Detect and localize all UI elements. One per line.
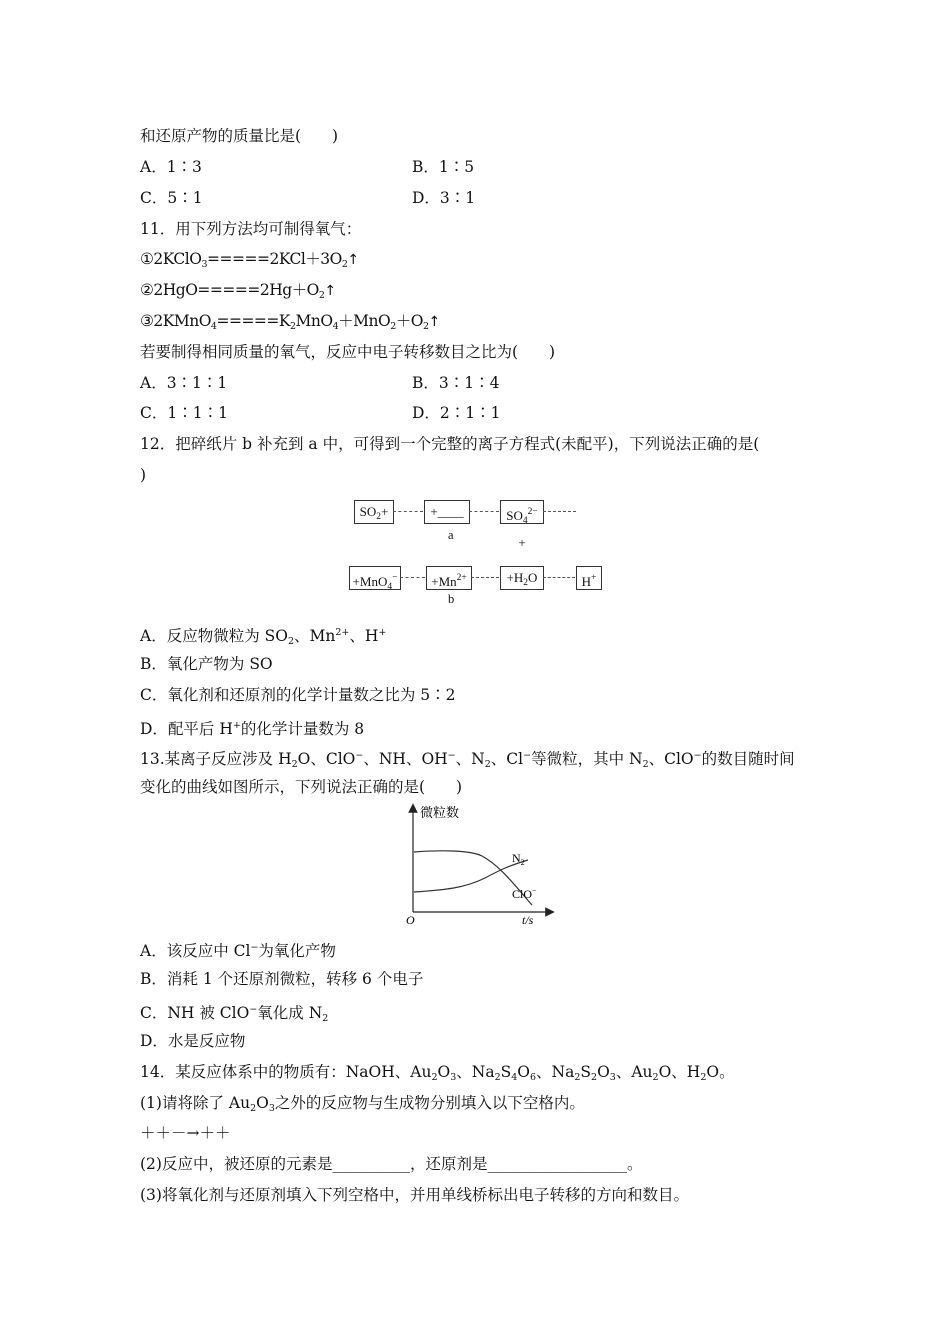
- q10-option-c: C．5∶1: [140, 189, 203, 207]
- q10-option-b: B．1∶5: [412, 158, 475, 176]
- q12-stem: 12．把碎纸片 b 补充到 a 中，可得到一个完整的离子方程式(未配平)，下列说法正确的是(: [140, 435, 760, 453]
- q10-stem-continuation: 和还原产物的质量比是( ): [140, 127, 339, 145]
- q12-option-a: A．反应物微粒为 $SO_2$、$Mn^{2+}$、H+: [140, 627, 387, 647]
- q14-part-3: (3)将氧化剂与还原剂填入下列空格中，并用单线桥标出电子转移的方向和数目。: [140, 1186, 689, 1204]
- strip-b-box-1: +MnO$_4$−: [349, 566, 401, 590]
- q13-option-d: D．水是反应物: [140, 1032, 246, 1050]
- up-arrow-icon: ↑: [428, 314, 440, 330]
- q14-part-2: (2)反应中，被还原的元素是__________，还原剂是__________________。: [140, 1155, 643, 1173]
- q13-stem-line-1: 13.某离子反应涉及 $H_2O$、ClO−、NH、OH−、$N_2$、Cl−等微粒，其中 $N_2$、ClO−的数目随时间: [140, 750, 795, 770]
- clo-label: ClO−: [512, 886, 537, 901]
- q13-stem-line-2: 变化的曲线如图所示，下列说法正确的是( ): [140, 778, 463, 796]
- strip-a-box-3: $SO_4^{2-}$ +: [500, 500, 544, 524]
- q14-blanks: ＋＋－→＋＋: [140, 1124, 231, 1142]
- strip-b-box-3: $+H_2O$: [500, 566, 544, 590]
- q11-question: 若要制得相同质量的氧气，反应中电子转移数目之比为( ): [140, 343, 556, 361]
- strip-b-caption: b: [448, 592, 455, 606]
- strip-b-box-4: H+: [576, 566, 602, 590]
- q12-option-c: C．氧化剂和还原剂的化学计量数之比为 5∶2: [140, 686, 456, 704]
- strip-dash: [469, 511, 499, 512]
- q13-option-c: C．NH 被 ClO−氧化成 $N_2$: [140, 1004, 329, 1024]
- q12-option-d: D．配平后 H+的化学计量数为 8: [140, 720, 365, 738]
- x-axis-label: t/s: [522, 913, 534, 927]
- n2-curve: [414, 860, 528, 892]
- y-axis-label: 微粒数: [420, 805, 460, 820]
- strip-a-box-1: $SO_2+$: [354, 500, 394, 524]
- q10-option-a: A．1∶3: [140, 158, 202, 176]
- up-arrow-icon: ↑: [324, 283, 336, 299]
- q11-equation-2: $②2HgO=====2Hg+O_2↑$: [140, 281, 336, 301]
- strip-b-box-2: $+Mn^{2+}$: [426, 566, 472, 590]
- q13-option-b: B．消耗 1 个还原剂微粒，转移 6 个电子: [140, 970, 424, 988]
- strip-dash: [543, 511, 576, 512]
- up-arrow-icon: ↑: [347, 252, 359, 268]
- strip-a-box-2: +____: [424, 500, 470, 524]
- q11-option-a: A．3∶1∶1: [140, 374, 228, 392]
- q11-option-d: D．2∶1∶1: [412, 404, 501, 422]
- q12-option-b: B．氧化产物为 SO: [140, 655, 273, 673]
- strip-dash: [400, 577, 425, 578]
- strip-dash: [393, 511, 423, 512]
- q11-stem: 11．用下列方法均可制得氧气：: [140, 220, 362, 238]
- q11-option-b: B．3∶1∶4: [412, 374, 500, 392]
- q14-stem: 14．某反应体系中的物质有：NaOH、$Au_2O_3$、$Na_2S_4O_6$、$Na_2S_2O_3$、$Au_2O$、$H_2O$。: [140, 1063, 735, 1083]
- n2-label: $N_2$: [512, 851, 525, 867]
- q14-part-1: (1)请将除了 $Au_2O_3$之外的反应物与生成物分别填入以下空格内。: [140, 1094, 585, 1114]
- particle-count-graph: [400, 800, 560, 930]
- strip-a-caption: a: [448, 528, 454, 542]
- strip-dash: [543, 577, 575, 578]
- q11-equation-1: $①2KClO_3=====2KCl+3O_2↑$: [140, 250, 359, 270]
- strip-dash: [471, 577, 499, 578]
- q10-option-d: D．3∶1: [412, 189, 476, 207]
- q11-option-c: C．1∶1∶1: [140, 404, 228, 422]
- q13-option-a: A．该反应中 Cl−为氧化产物: [140, 942, 336, 960]
- q11-equation-3: $③2KMnO_4=====K_2MnO_4+MnO_2+O_2↑$: [140, 312, 440, 332]
- q12-stem-continuation: ): [140, 466, 147, 484]
- origin-label: O: [406, 913, 415, 927]
